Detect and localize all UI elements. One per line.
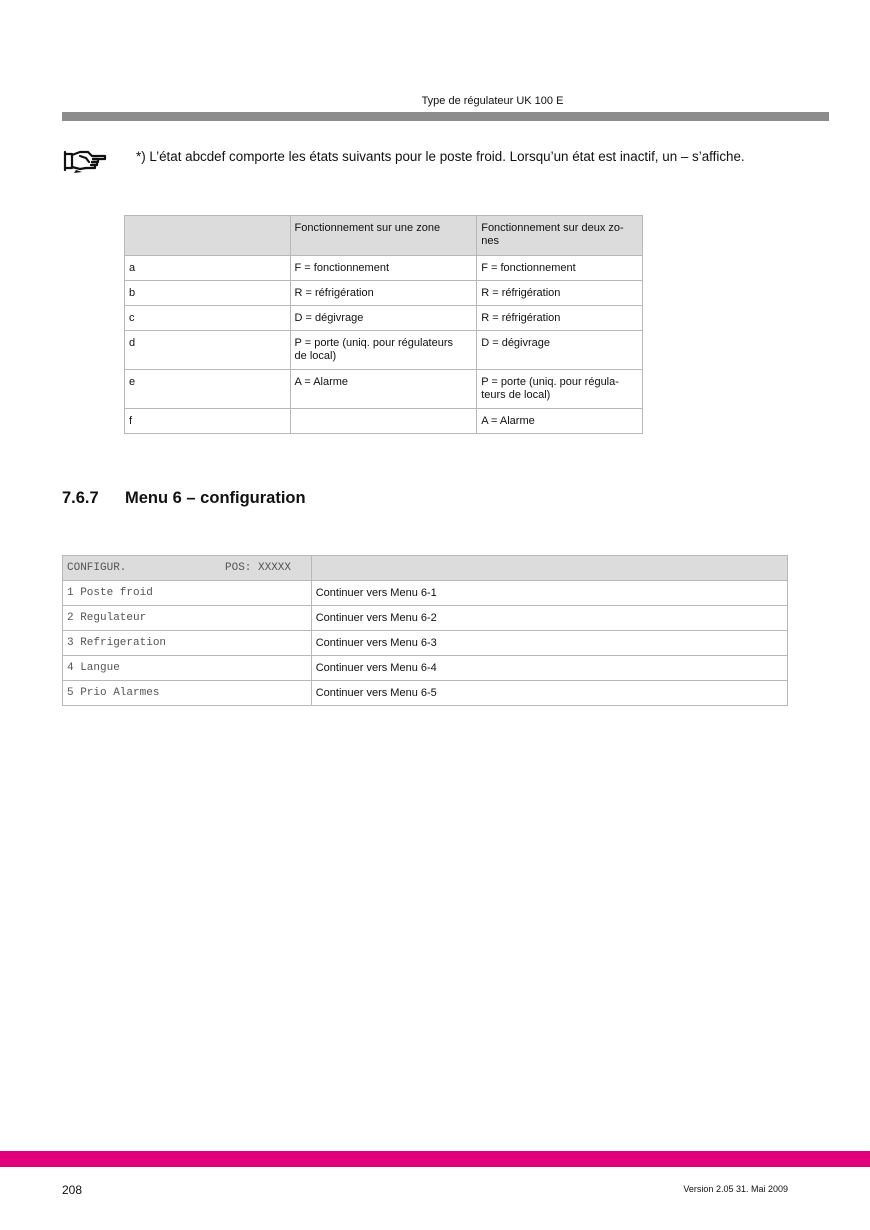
state-cell: f [125,409,291,434]
state-table [124,215,643,434]
table-header-cell [477,216,643,256]
table-row [125,331,643,370]
two-zones-cell: R = réfrigération [477,306,643,331]
header-line: Fonctionnement sur deux zo- [481,222,624,234]
cell-line: de local) [294,350,337,362]
menu-header-right [311,556,787,581]
menu-action: Continuer vers Menu 6-3 [311,631,787,656]
cell-line: P = porte (uniq. pour régulateurs [294,337,454,349]
table-row [63,606,788,631]
menu-item: 3 Refrigeration [63,631,312,656]
table-row [125,256,643,281]
menu-table [62,555,788,706]
state-cell: d [125,331,291,370]
menu-title: CONFIGUR. [67,562,127,574]
table-row [125,409,643,434]
state-cell: c [125,306,291,331]
table-header-cell [125,216,291,256]
two-zones-cell: D = dégivrage [477,331,643,370]
one-zone-cell: A = Alarme [290,370,477,409]
menu-pos: POS: XXXXX [225,562,292,574]
cell-line: teurs de local) [481,389,551,401]
state-cell: e [125,370,291,409]
table-row [63,581,788,606]
pointing-hand-icon [62,148,108,174]
page-number: 208 [62,1183,83,1197]
menu-action: Continuer vers Menu 6-4 [311,656,787,681]
one-zone-cell: F = fonctionnement [290,256,477,281]
one-zone-cell [290,331,477,370]
menu-action: Continuer vers Menu 6-2 [311,606,787,631]
one-zone-cell: R = réfrigération [290,281,477,306]
header-title: Type de régulateur UK 100 E [421,95,564,107]
header-divider [62,112,829,121]
menu-item: 2 Regulateur [63,606,312,631]
state-cell: a [125,256,291,281]
menu-action: Continuer vers Menu 6-1 [311,581,787,606]
menu-item: 5 Prio Alarmes [63,681,312,706]
state-cell: b [125,281,291,306]
menu-item: 4 Langue [63,656,312,681]
menu-header-left [63,556,312,581]
menu-action: Continuer vers Menu 6-5 [311,681,787,706]
table-row [63,631,788,656]
table-header-cell: Fonctionnement sur une zone [290,216,477,256]
header-line: nes [481,235,499,247]
footer-accent-bar [0,1151,870,1167]
table-row [125,306,643,331]
table-row [63,681,788,706]
table-row [125,281,643,306]
two-zones-cell: F = fonctionnement [477,256,643,281]
cell-line: P = porte (uniq. pour régula- [481,376,619,388]
section-number: 7.6.7 [62,489,99,507]
one-zone-cell: D = dégivrage [290,306,477,331]
one-zone-cell [290,409,477,434]
table-row [63,656,788,681]
two-zones-cell: A = Alarme [477,409,643,434]
table-header-row [125,216,643,256]
table-row [125,370,643,409]
menu-item: 1 Poste froid [63,581,312,606]
two-zones-cell [477,370,643,409]
version-info: Version 2.05 31. Mai 2009 [683,1184,788,1194]
note-text: *) L’état abcdef comporte les états suivants pour le poste froid. Lorsqu’un état est inactif, un – s’affiche. [136,149,745,164]
two-zones-cell: R = réfrigération [477,281,643,306]
section-title: Menu 6 – configuration [125,489,306,507]
menu-header-row [63,556,788,581]
